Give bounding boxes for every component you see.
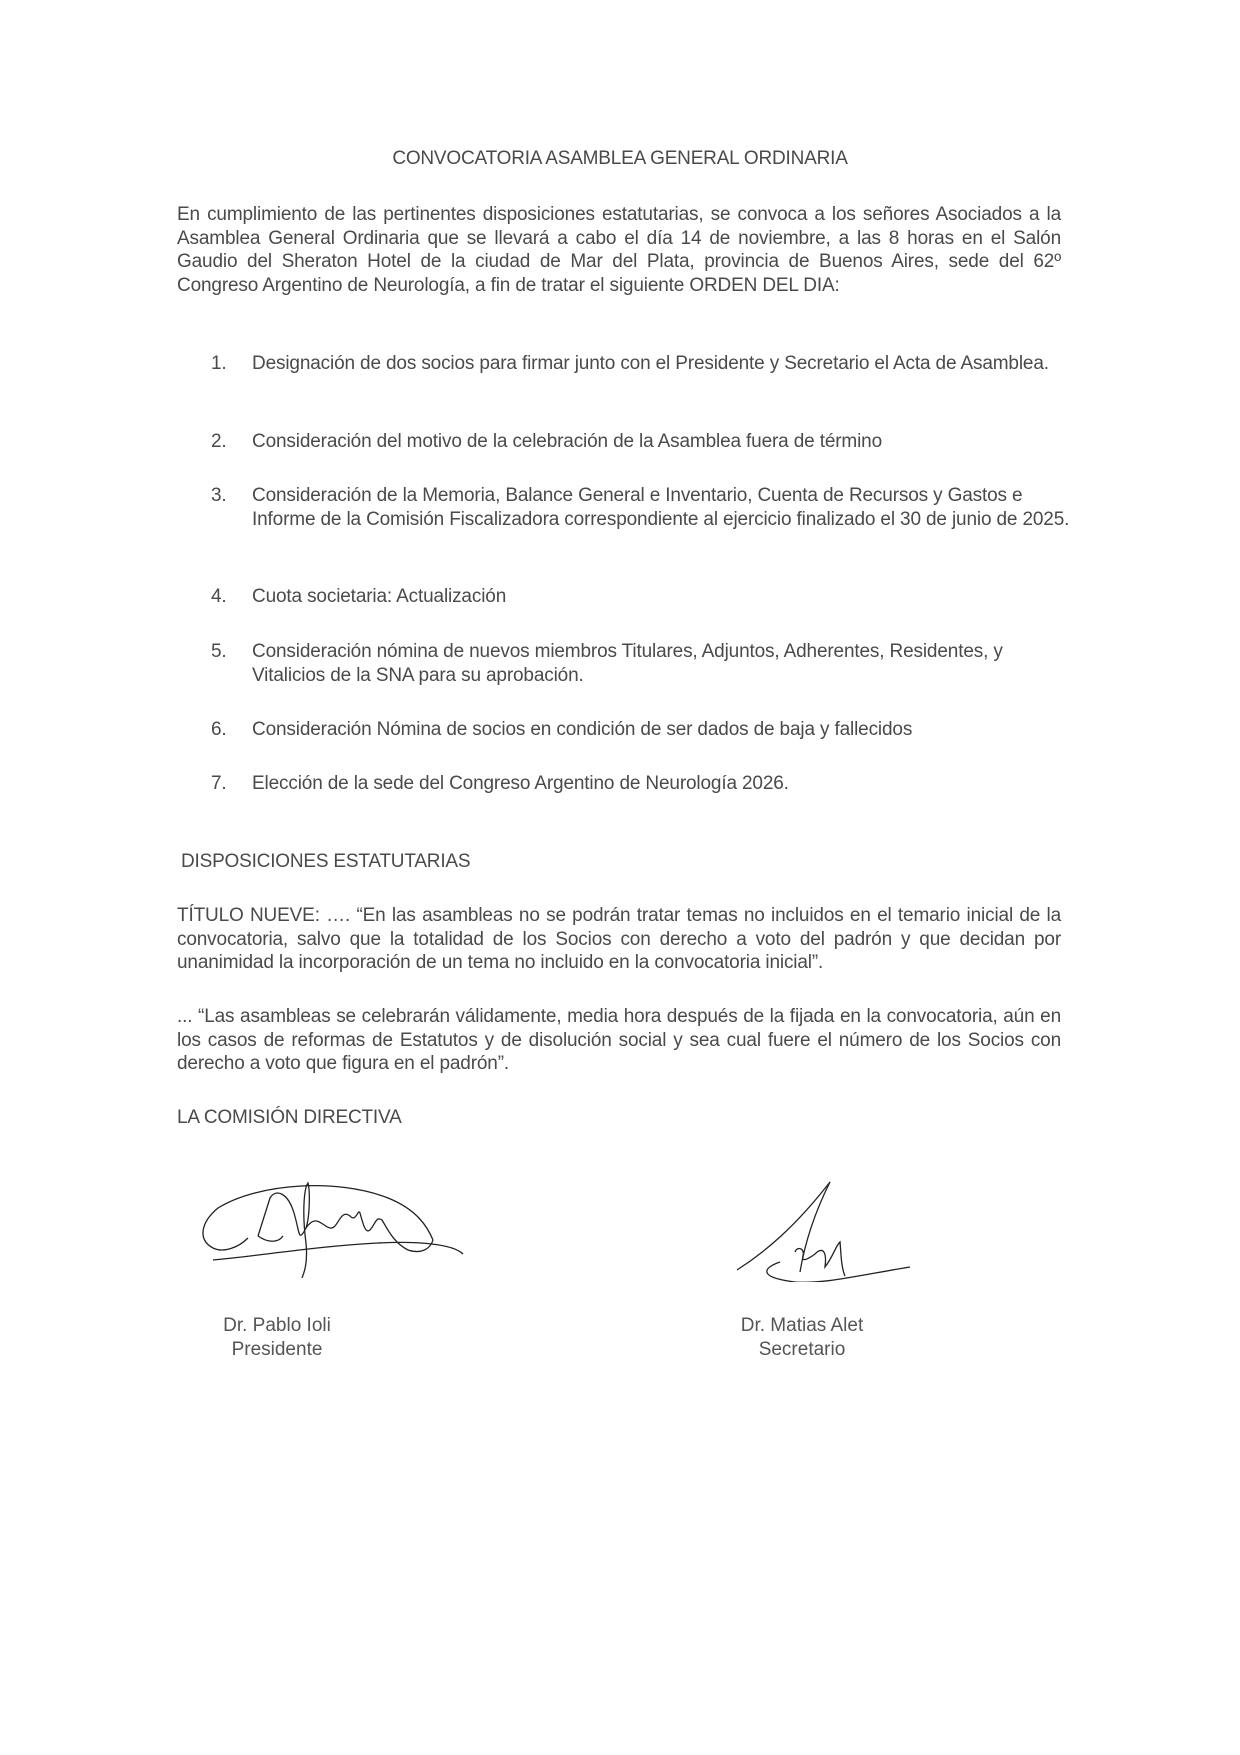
agenda-item-text: Designación de dos socios para firmar junto con el Presidente y Secretario el Acta de Asamblea.: [252, 353, 1049, 374]
signatory-role: Presidente: [231, 1338, 323, 1360]
disposiciones-heading: DISPOSICIONES ESTATUTARIAS: [181, 851, 471, 872]
signatory-name: Dr. Pablo Ioli: [223, 1315, 331, 1336]
agenda-item-number: 2.: [211, 431, 227, 452]
agenda-item-number: 5.: [211, 641, 227, 662]
signatory-secretario: [727, 1314, 877, 1361]
agenda-item-number: 1.: [211, 353, 227, 374]
agenda-item-number: 4.: [211, 586, 227, 607]
signatory-presidente: [207, 1314, 347, 1361]
agenda-item-text: Consideración nómina de nuevos miembros Titulares, Adjuntos, Adherentes, Residentes, y Vitalicios de la SNA para su aprobación.: [252, 641, 1003, 686]
titulo-nueve-paragraph: TÍTULO NUEVE: …. “En las asambleas no se podrán tratar temas no incluidos en el temario inicial de la convocatoria, salvo que la totalidad de los Socios con derecho a voto del padrón y que decidan por unanimidad la incorporación de un tema no incluido en la convocatoria inicial”.: [177, 905, 1061, 973]
agenda-item-text: Elección de la sede del Congreso Argentino de Neurología 2026.: [252, 773, 789, 794]
agenda-item-number: 3.: [211, 485, 227, 506]
agenda-item-text: Consideración del motivo de la celebración de la Asamblea fuera de término: [252, 431, 882, 452]
comision-directiva: LA COMISIÓN DIRECTIVA: [177, 1107, 402, 1128]
signature-presidente: [198, 1168, 478, 1278]
signature-secretario: [735, 1172, 915, 1282]
agenda-item-number: 6.: [211, 719, 227, 740]
intro-paragraph: En cumplimiento de las pertinentes disposiciones estatutarias, se convoca a los señores Asociados a la Asamblea General Ordinaria que se llevará a cabo el día 14 de noviembre, a las 8 horas en el Salón Gaudio del Sheraton Hotel de la ciudad de Mar del Plata, provincia de Buenos Aires, sede del 62º Congreso Argentino de Neurología, a fin de tratar el siguiente ORDEN DEL DIA:: [177, 204, 1061, 296]
agenda-item-text: Consideración Nómina de socios en condición de ser dados de baja y fallecidos: [252, 719, 913, 740]
signatory-role: Secretario: [758, 1338, 846, 1360]
agenda-item-text: Consideración de la Memoria, Balance General e Inventario, Cuenta de Recursos y Gastos e Informe de la Comisión Fiscalizadora correspondiente al ejercicio finalizado el 30 de junio de 2025.: [252, 485, 1070, 530]
document-title: CONVOCATORIA ASAMBLEA GENERAL ORDINARIA: [392, 148, 848, 169]
agenda-item-number: 7.: [211, 773, 227, 794]
agenda-item-text: Cuota societaria: Actualización: [252, 586, 507, 607]
validez-paragraph: ... “Las asambleas se celebrarán válidamente, media hora después de la fijada en la convocatoria, aún en los casos de reformas de Estatutos y de disolución social y sea cual fuere el número de los Socios con derecho a voto que figura en el padrón”.: [177, 1006, 1061, 1074]
signatory-name: Dr. Matias Alet: [740, 1315, 864, 1336]
